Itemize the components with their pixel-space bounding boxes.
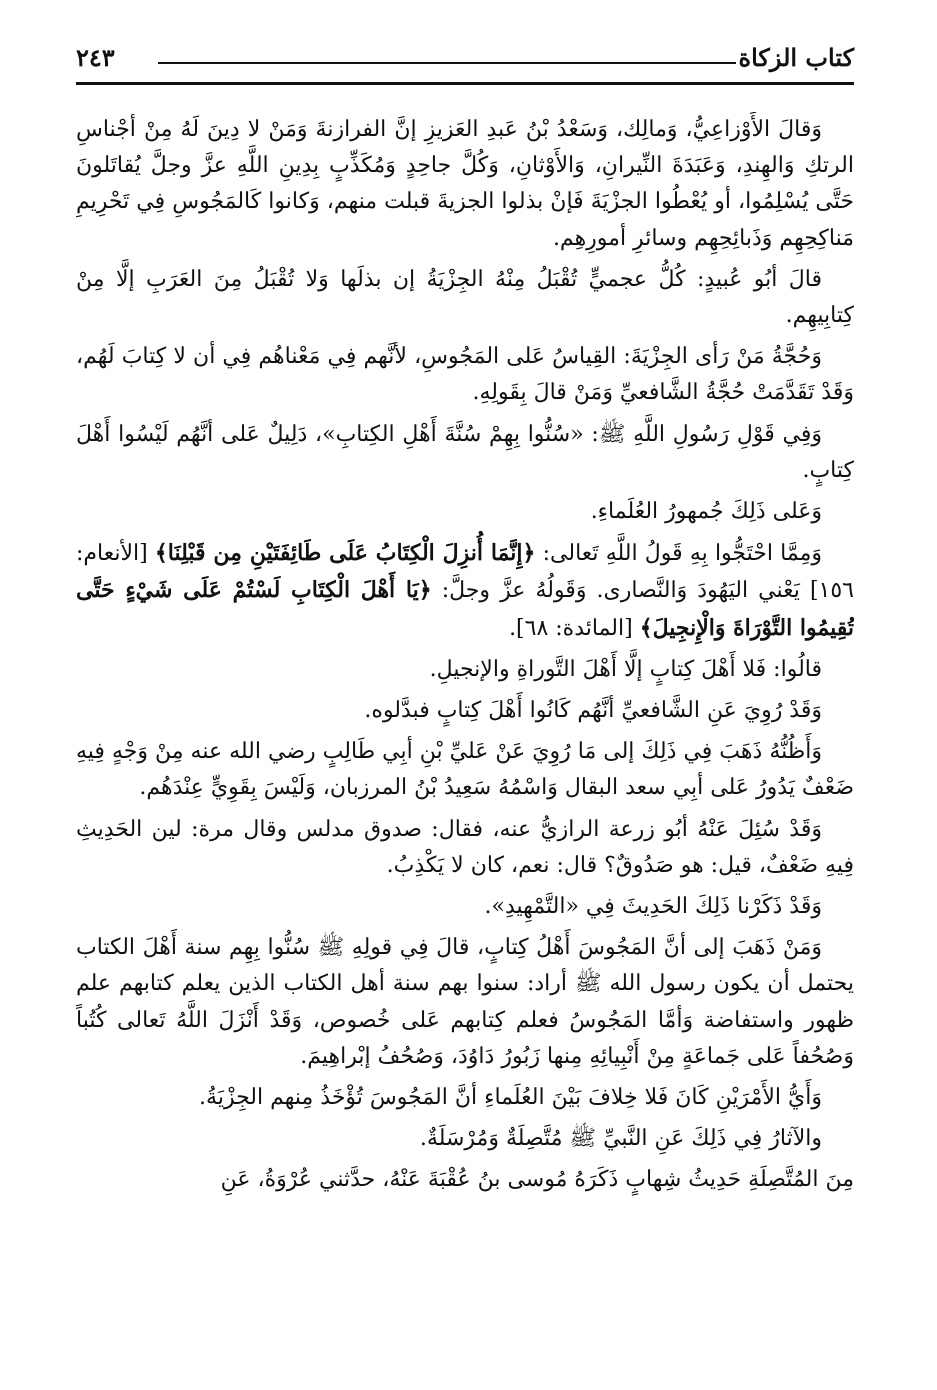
paragraph: وَقَدْ رُوِيَ عَنِ الشَّافعيِّ أنَّهُم كَانُوا أَهْلَ كِتابٍ فبدَّلوه. xyxy=(364,698,822,724)
paragraph: وَقَدْ سُئِلَ عَنْهُ أبُو زرعة الرازيُّ عنه، فقال: صدوق مدلس وقال مرة: لين الحَدِيثِ فِيهِ ضَعْفٌ، قيل: هو صَدُوقٌ؟ قال: نعم، كان لا يَكْذِبُ. xyxy=(76,816,854,878)
paragraph: وَعَلى ذَلِكَ جُمهورُ العُلَماءِ. xyxy=(590,499,822,525)
header-short-rule xyxy=(158,62,736,64)
paragraph-text: [الأنعام: ١٥٦] يَعْني اليَهُودَ وَالنَّصارى. وَقَولُهُ عزَّ وجلَّ: xyxy=(76,541,854,604)
page-number: ٢٤٣ xyxy=(76,43,115,72)
paragraph: وَأَظُنُّهُ ذَهَبَ فِي ذَلِكَ إلى مَا رُوِيَ عَنْ عَليِّ بْنِ أبِي طَالِبٍ رضي الله عنه مِنْ وَجْهٍ فِيهِ ضَعْفٌ يَدُورُ عَلى أبِي سعد البقال وَاسْمُهُ سَعِيدُ بْنُ المرزبان، وَلَيْسَ بِقَوِيٍّ عِنْدَهُم. xyxy=(76,739,854,801)
paragraph: وَقَدْ ذَكَرْنا ذَلِكَ الحَدِيثَ فِي «التَّمْهِيدِ». xyxy=(484,894,822,920)
header-rule xyxy=(76,82,854,85)
book-title: كتاب الزكاة xyxy=(738,43,854,72)
running-head xyxy=(76,36,854,84)
paragraph: قالُوا: فَلا أَهْلَ كِتابٍ إلَّا أَهْلَ التَّوراةِ والإنجيلِ. xyxy=(429,656,822,682)
paragraph: وَقالَ الأَوْزاعِيُّ، وَمالِك، وَسَعْدُ بْنُ عَبدِ العَزيزِ إنَّ الفرازنةَ وَمَنْ لا دِينَ لَهُ مِنْ أجْناسِ الرتكِ وَالهِندِ، وَعَبَدَةَ النِّيرانِ، وَالأَوْثانِ، وَكُلَّ جاحِدٍ وَمُكَذِّبٍ بِدِينِ اللَّهِ عزَّ وجلَّ يُقاتَلونَ حَتَّى يُسْلِمُوا، أو يُعْطُوا الجزْيَةَ فَإنْ بذلوا الجزيةَ قبلت منهم، وَكانوا كَالمَجُوسِ فِي تَحْرِيمِ مَناكِحِهِم وَذَبائِحِهِم وسائرِ أمورِهِم. xyxy=(76,117,854,251)
paragraph: قالَ أبُو عُبيدٍ: كُلُّ عجميٍّ تُقْبَلُ مِنْهُ الجِزْيَةُ إن بذلَها وَلا تُقْبَلُ مِنَ العَرَبِ إلَّا مِنْ كِتابِيهِم. xyxy=(76,266,854,329)
quran-verse: ﴿إِنَّمَا أُنزِلَ الْكِتَابُ عَلَى طَائِفَتَيْنِ مِن قَبْلِنَا﴾ xyxy=(154,540,536,567)
paragraph-continued: مِنَ المُتَّصِلَةِ حَدِيثُ شِهابٍ ذَكَرَهُ مُوسى بنُ عُقْبَةَ عَنْهُ، حدَّثني عُرْوَةُ، عَنِ xyxy=(220,1167,854,1193)
paragraph: وَحُجَّةُ مَنْ رَأى الجِزْيَةَ: القِياسُ عَلى المَجُوسِ، لأنَّهم فِي مَعْناهُم فِي أن لا كِتابَ لَهُم، وَقَدْ تَقَدَّمَتْ حُجَّةُ الشَّافعيِّ وَمَنْ قالَ بِقَولِهِ. xyxy=(76,344,854,406)
paragraph-text: [المائدة: ٦٨]. xyxy=(509,615,640,641)
paragraph: وَمَنْ ذَهَبَ إلى أنَّ المَجُوسَ أَهْلُ كِتابٍ، قالَ فِي قولِهِ ﷺ سُنُّوا بِهِم سنة أَهْلَ الكتاب يحتمل أن يكون رسول الله ﷺ أراد: سنوا بهم سنة أهل الكتاب الذين يعلم كتابهم علم ظهور واستفاضة وَأمَّا المَجُوسُ فعلم كِتابهم عَلى خُصوص، وَقَدْ أَنْزَلَ اللَّهُ تَعالى كُتُباً وَصُحُفاً عَلى جَماعَةٍ مِنْ أَنْبِيائِهِ مِنها زَبُورُ دَاوُدَ، وَصُحُفُ إبْراهِيمَ. xyxy=(76,935,854,1069)
paragraph: وَأَيُّ الأَمْرَيْنِ كَانَ فَلا خِلافَ بَيْنَ العُلَماءِ أنَّ المَجُوسَ تُؤْخَذُ مِنهم الجِزْيَةُ. xyxy=(199,1085,822,1111)
paragraph-with-quran-citation xyxy=(76,535,854,647)
paragraph: والآثارُ فِي ذَلِكَ عَنِ النَّبيِّ ﷺ مُتَّصِلَةٌ وَمُرْسَلَةٌ. xyxy=(419,1126,822,1152)
body-text xyxy=(76,112,854,1380)
paragraph: وَفِي قَوْلِ رَسُولِ اللَّهِ ﷺ: «سُنُّوا بِهِمْ سُنَّةَ أَهْلِ الكِتابِ»، دَلِيلٌ عَلى أنَّهُم لَيْسُوا أَهْلَ كِتابٍ. xyxy=(76,421,854,483)
quran-verse: ﴿يَا أَهْلَ الْكِتَابِ لَسْتُمْ عَلَى شَيْءٍ حَتَّى تُقِيمُوا التَّوْرَاةَ وَالْإِنجِيلَ﴾ xyxy=(76,577,854,641)
paragraph-text: وَمِمَّا احْتَجُّوا بِهِ قَولُ اللَّهِ تَعالى: xyxy=(535,541,822,567)
